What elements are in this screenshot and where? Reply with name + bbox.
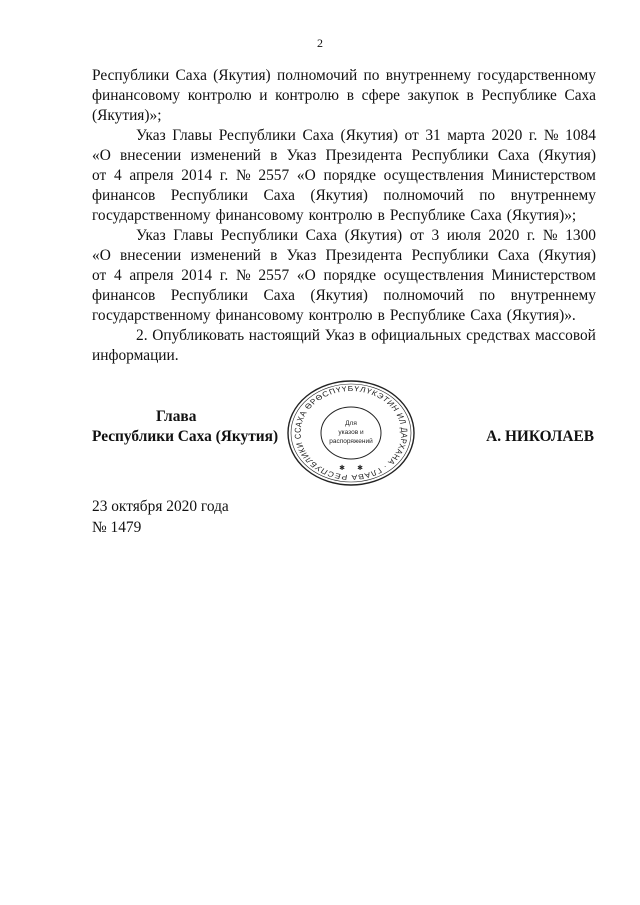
body-paragraph [92,226,596,326]
body-line: государственному финансовому контролю в Республике Саха (Якутия)». [92,307,576,324]
seal-star-icon: ✱ [357,464,363,472]
body-line: финансовому контролю и контролю в сфере закупок в Республике Саха [92,87,596,104]
body-line: от 4 апреля 2014 г. № 2557 «О порядке осуществления Министерством [92,167,596,184]
body-line: государственному финансовому контролю в Республике Саха (Якутия)»; [92,207,577,224]
body-line: 2. Опубликовать настоящий Указ в официальных средствах массовой [136,327,596,344]
body-line: финансов Республики Саха (Якутия) полномочий по внутреннему [92,287,596,304]
seal-center-line-2: указов и [338,429,364,436]
body-line: Указ Главы Республики Саха (Якутия) от 31 марта 2020 г. № 1084 [136,127,596,144]
official-seal-stamp [284,378,418,488]
body-line: Республики Саха (Якутия) полномочий по внутреннему государственному [92,67,596,84]
body-paragraph [92,66,596,126]
signatory-title [92,407,278,447]
body-line: (Якутия)»; [92,107,162,124]
body-line: «О внесении изменений в Указ Президента Республики Саха (Якутия) [92,147,596,164]
decree-date-number [92,496,229,538]
page-number: 2 [317,36,323,50]
body-paragraph [92,126,596,226]
decree-body [92,66,596,366]
decree-number: № 1479 [92,519,142,536]
signatory-title-line-2: Республики Саха (Якутия) [92,428,279,445]
signatory-title-line-1: Глава [156,408,197,425]
body-line: информации. [92,347,179,364]
seal-star-icon: ✱ [339,464,345,472]
body-line: от 4 апреля 2014 г. № 2557 «О порядке осуществления Министерством [92,267,596,284]
signatory-name: А. НИКОЛАЕВ [486,428,594,445]
decree-date: 23 октября 2020 года [92,498,229,515]
seal-center-line-3: распоряжений [329,438,373,445]
svg-text:САХА ӨРӨСПҮҮБҮЛҮКЭТИН ИЛ ДАРХА: САХА ӨРӨСПҮҮБҮЛҮКЭТИН ИЛ ДАРХАНА · ГЛАВА РЕСПУБЛИКИ С [292,384,410,482]
body-line: Указ Главы Республики Саха (Якутия) от 3 июля 2020 г. № 1300 [136,227,596,244]
seal-center-line-1: Для [345,420,357,427]
body-line: «О внесении изменений в Указ Президента Республики Саха (Якутия) [92,247,596,264]
body-line: финансов Республики Саха (Якутия) полномочий по внутреннему [92,187,596,204]
body-paragraph [92,326,596,366]
